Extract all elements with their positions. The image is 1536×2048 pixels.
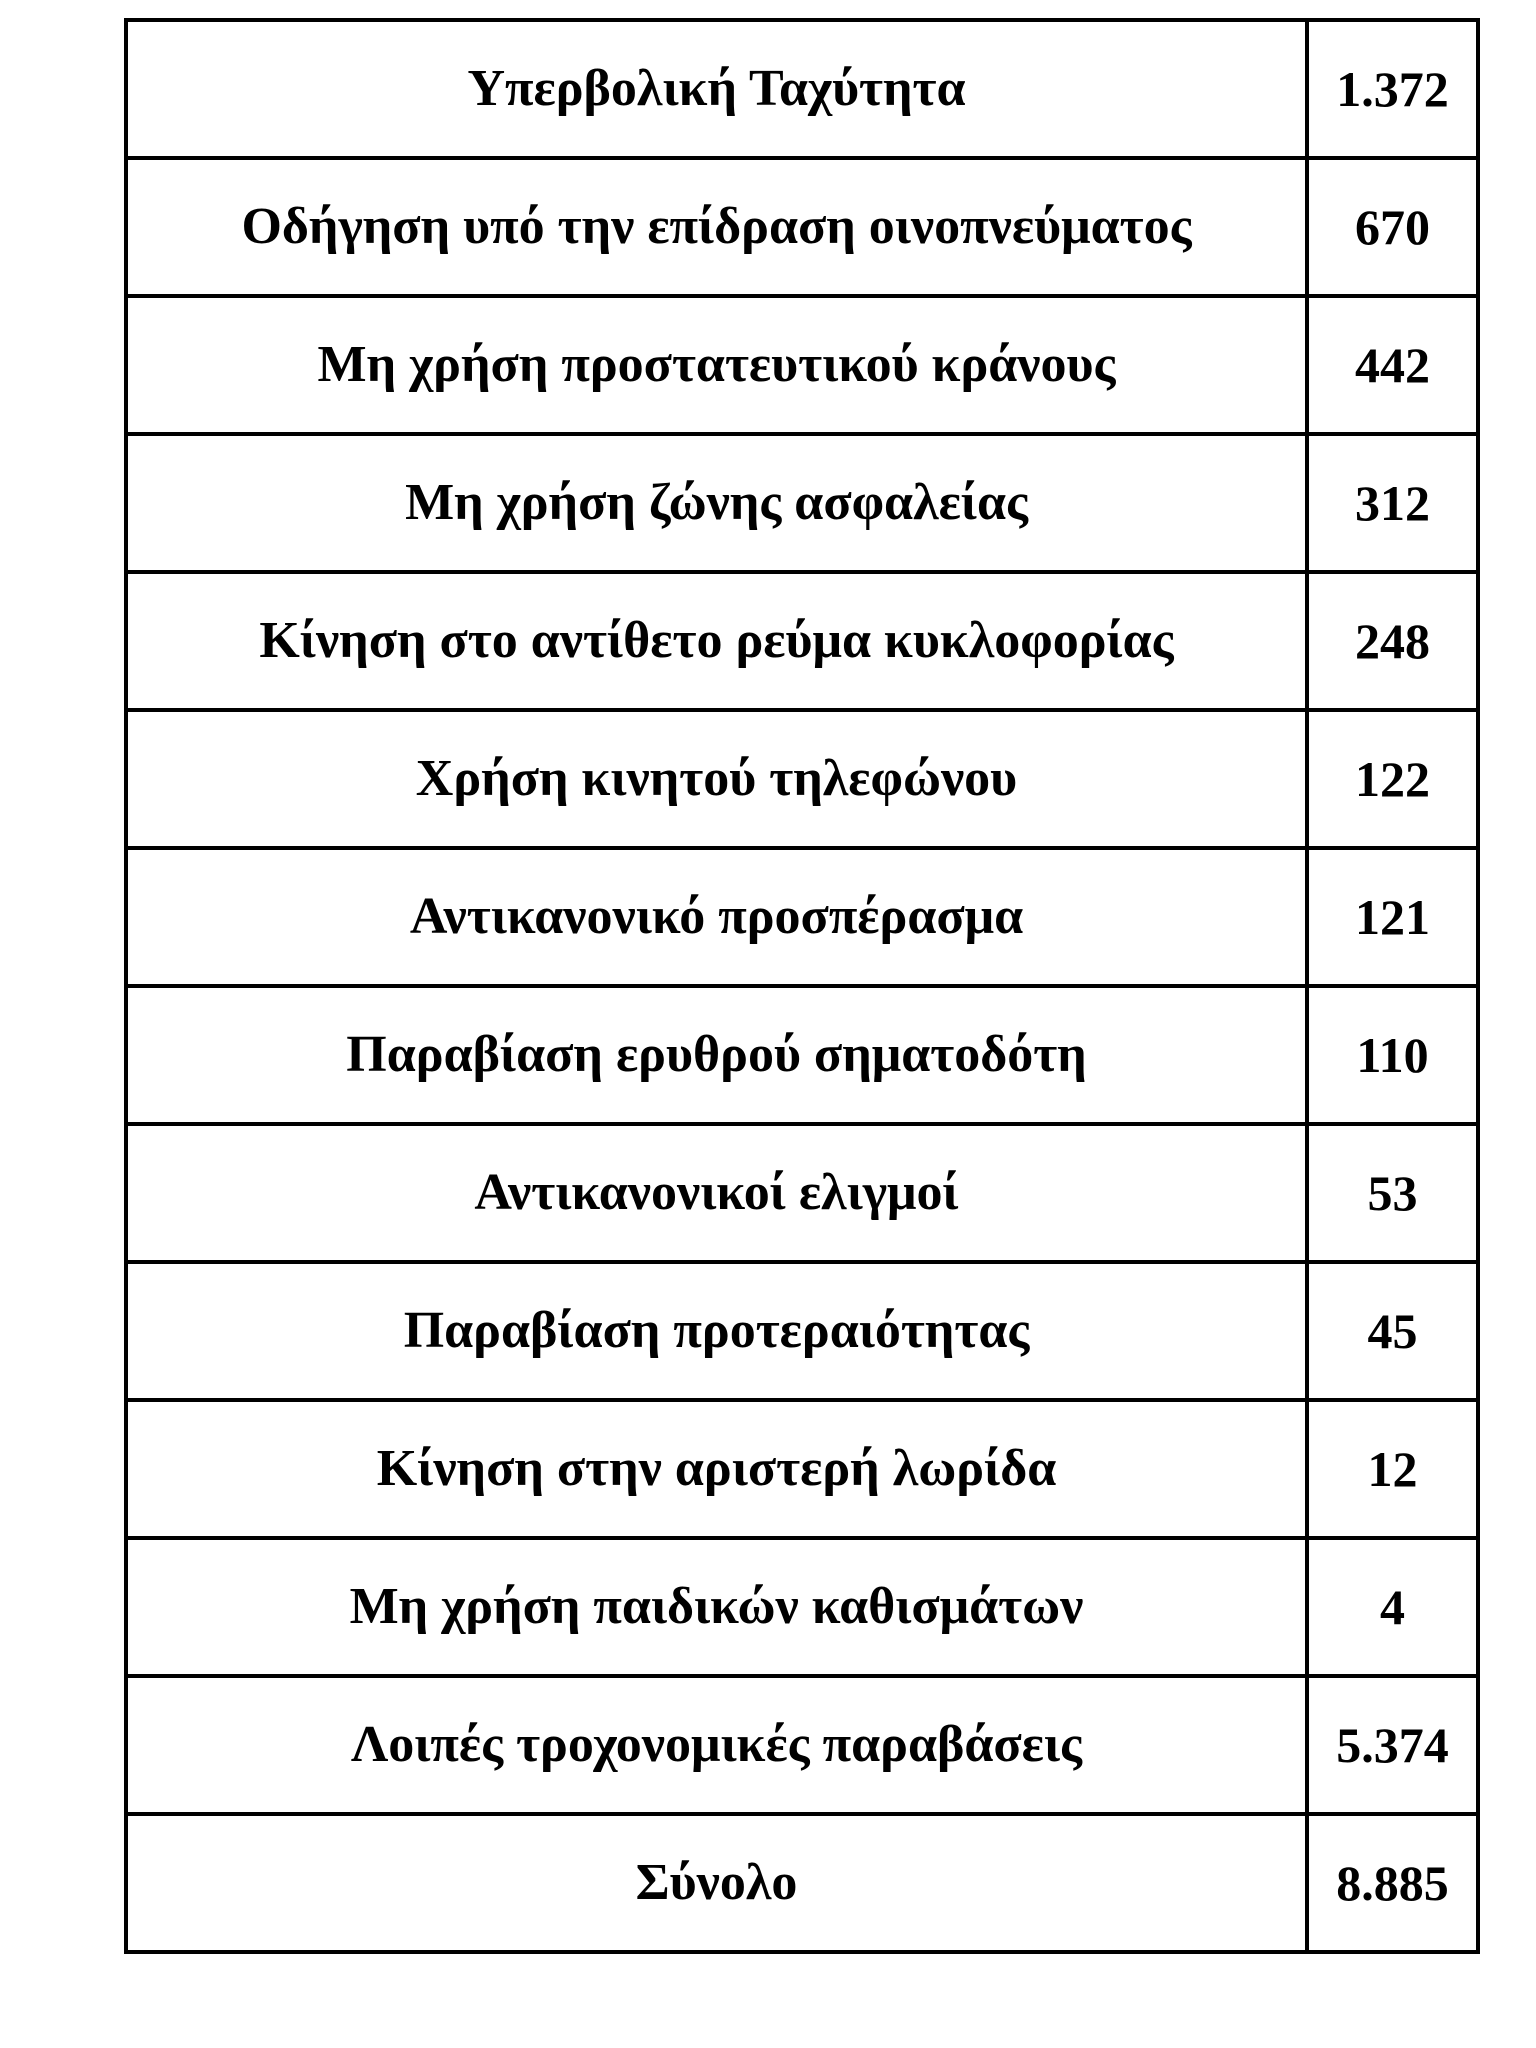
total-label: Σύνολο [126, 1814, 1307, 1952]
table-row [126, 20, 1478, 158]
table-row [126, 434, 1478, 572]
violation-count: 45 [1307, 1262, 1478, 1400]
table-row [126, 296, 1478, 434]
table-row [126, 572, 1478, 710]
table-row [126, 158, 1478, 296]
table-row [126, 710, 1478, 848]
violation-label: Κίνηση στο αντίθετο ρεύμα κυκλοφορίας [126, 572, 1307, 710]
violation-label: Παραβίαση ερυθρού σηματοδότη [126, 986, 1307, 1124]
violation-count: 670 [1307, 158, 1478, 296]
violation-label: Μη χρήση προστατευτικού κράνους [126, 296, 1307, 434]
violation-count: 122 [1307, 710, 1478, 848]
table-row [126, 986, 1478, 1124]
total-count: 8.885 [1307, 1814, 1478, 1952]
violation-count: 312 [1307, 434, 1478, 572]
violation-label: Λοιπές τροχονομικές παραβάσεις [126, 1676, 1307, 1814]
violations-table [124, 18, 1480, 1954]
violation-label: Μη χρήση παιδικών καθισμάτων [126, 1538, 1307, 1676]
violation-label: Υπερβολική Ταχύτητα [126, 20, 1307, 158]
table-row [126, 1400, 1478, 1538]
violation-count: 53 [1307, 1124, 1478, 1262]
table-row [126, 1124, 1478, 1262]
violation-label: Χρήση κινητού τηλεφώνου [126, 710, 1307, 848]
violation-count: 110 [1307, 986, 1478, 1124]
table-row [126, 848, 1478, 986]
violation-label: Παραβίαση προτεραιότητας [126, 1262, 1307, 1400]
table-row [126, 1676, 1478, 1814]
violation-count: 121 [1307, 848, 1478, 986]
violation-label: Αντικανονικό προσπέρασμα [126, 848, 1307, 986]
violation-label: Οδήγηση υπό την επίδραση οινοπνεύματος [126, 158, 1307, 296]
table-row [126, 1538, 1478, 1676]
total-row [126, 1814, 1478, 1952]
violation-count: 5.374 [1307, 1676, 1478, 1814]
table-row [126, 1262, 1478, 1400]
violation-label: Μη χρήση ζώνης ασφαλείας [126, 434, 1307, 572]
violation-count: 12 [1307, 1400, 1478, 1538]
violation-count: 4 [1307, 1538, 1478, 1676]
violation-label: Αντικανονικοί ελιγμοί [126, 1124, 1307, 1262]
violation-count: 442 [1307, 296, 1478, 434]
violation-label: Κίνηση στην αριστερή λωρίδα [126, 1400, 1307, 1538]
violation-count: 248 [1307, 572, 1478, 710]
violation-count: 1.372 [1307, 20, 1478, 158]
